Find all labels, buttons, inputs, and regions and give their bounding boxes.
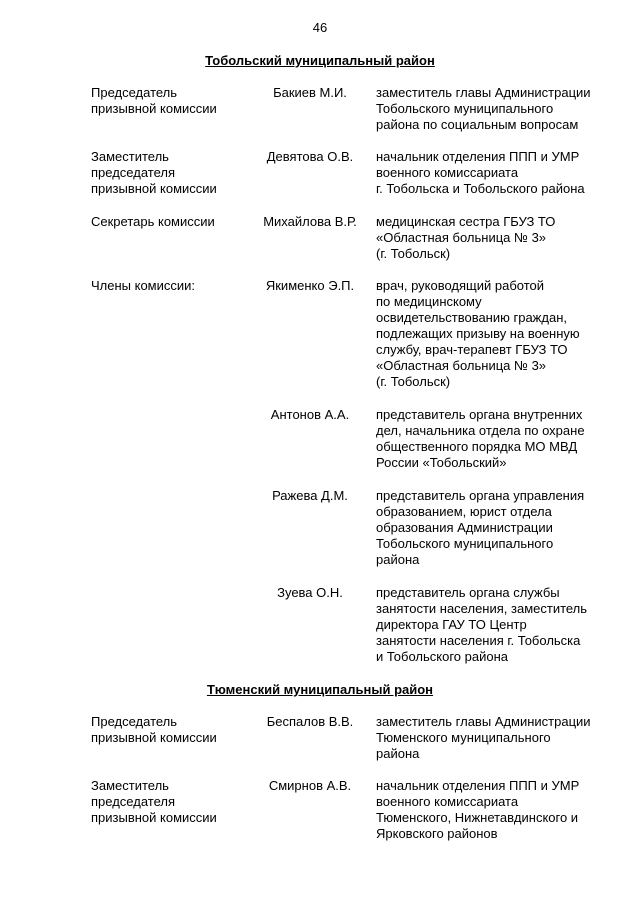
entry-role: Председатель призывной комиссии bbox=[91, 714, 217, 745]
entry-name: Бакиев М.И. bbox=[273, 85, 347, 100]
entry-description: медицинская сестра ГБУЗ ТО «Областная больница № 3» (г. Тобольск) bbox=[376, 214, 556, 261]
entry-name: Зуева О.Н. bbox=[277, 585, 343, 600]
entry-role: Секретарь комиссии bbox=[91, 214, 215, 229]
entry-description: представитель органа службы занятости населения, заместитель директора ГАУ ТО Центр занятости населения г. Тобольска и Тобольского района bbox=[376, 585, 588, 664]
commission-entry bbox=[0, 488, 640, 567]
entry-role: Заместитель председателя призывной комиссии bbox=[91, 778, 217, 825]
entry-name: Якименко Э.П. bbox=[265, 278, 355, 293]
entry-name: Антонов А.А. bbox=[270, 407, 350, 422]
entry-description: заместитель главы Администрации Тобольского муниципального района по социальным вопросам bbox=[376, 85, 591, 132]
entry-description: заместитель главы Администрации Тюменского муниципального района bbox=[376, 714, 591, 761]
entry-role: Председатель призывной комиссии bbox=[91, 85, 217, 116]
entry-description: представитель органа внутренних дел, начальника отдела по охране общественного порядка МО МВД России «Тобольский» bbox=[376, 407, 585, 470]
entry-name: Ражева Д.М. bbox=[272, 488, 348, 503]
commission-entry bbox=[0, 214, 640, 261]
commission-entry bbox=[0, 778, 640, 841]
entry-description: начальник отделения ППП и УМР военного комиссариата Тюменского, Нижнетавдинского и Ярковского районов bbox=[376, 778, 580, 841]
entry-role: Заместитель председателя призывной комиссии bbox=[91, 149, 217, 196]
commission-entry bbox=[0, 85, 640, 132]
section-title-tyumen: Тюменский муниципальный район bbox=[206, 682, 434, 697]
entry-description: начальник отделения ППП и УМР военного комиссариата г. Тобольска и Тобольского района bbox=[376, 149, 585, 196]
entry-name: Девятова О.В. bbox=[266, 149, 354, 164]
commission-entry bbox=[0, 278, 640, 389]
entry-description: представитель органа управления образованием, юрист отдела образования Администрации Тобольского муниципального района bbox=[376, 488, 585, 567]
section-title-tobolsk: Тобольский муниципальный район bbox=[205, 53, 435, 68]
entry-name: Смирнов А.В. bbox=[268, 778, 352, 793]
commission-entry bbox=[0, 407, 640, 470]
entry-role: Члены комиссии: bbox=[91, 278, 196, 293]
commission-entry bbox=[0, 714, 640, 761]
commission-entry bbox=[0, 585, 640, 664]
page-number: 46 bbox=[312, 20, 328, 35]
entry-name: Михайлова В.Р. bbox=[263, 214, 357, 229]
commission-entry bbox=[0, 149, 640, 196]
entry-description: врач, руководящий работой по медицинскому освидетельствованию граждан, подлежащих призыву на военную службу, врач-терапевт ГБУЗ ТО «Областная больница № 3» (г. Тобольск) bbox=[376, 278, 580, 389]
entry-name: Беспалов В.В. bbox=[266, 714, 354, 729]
